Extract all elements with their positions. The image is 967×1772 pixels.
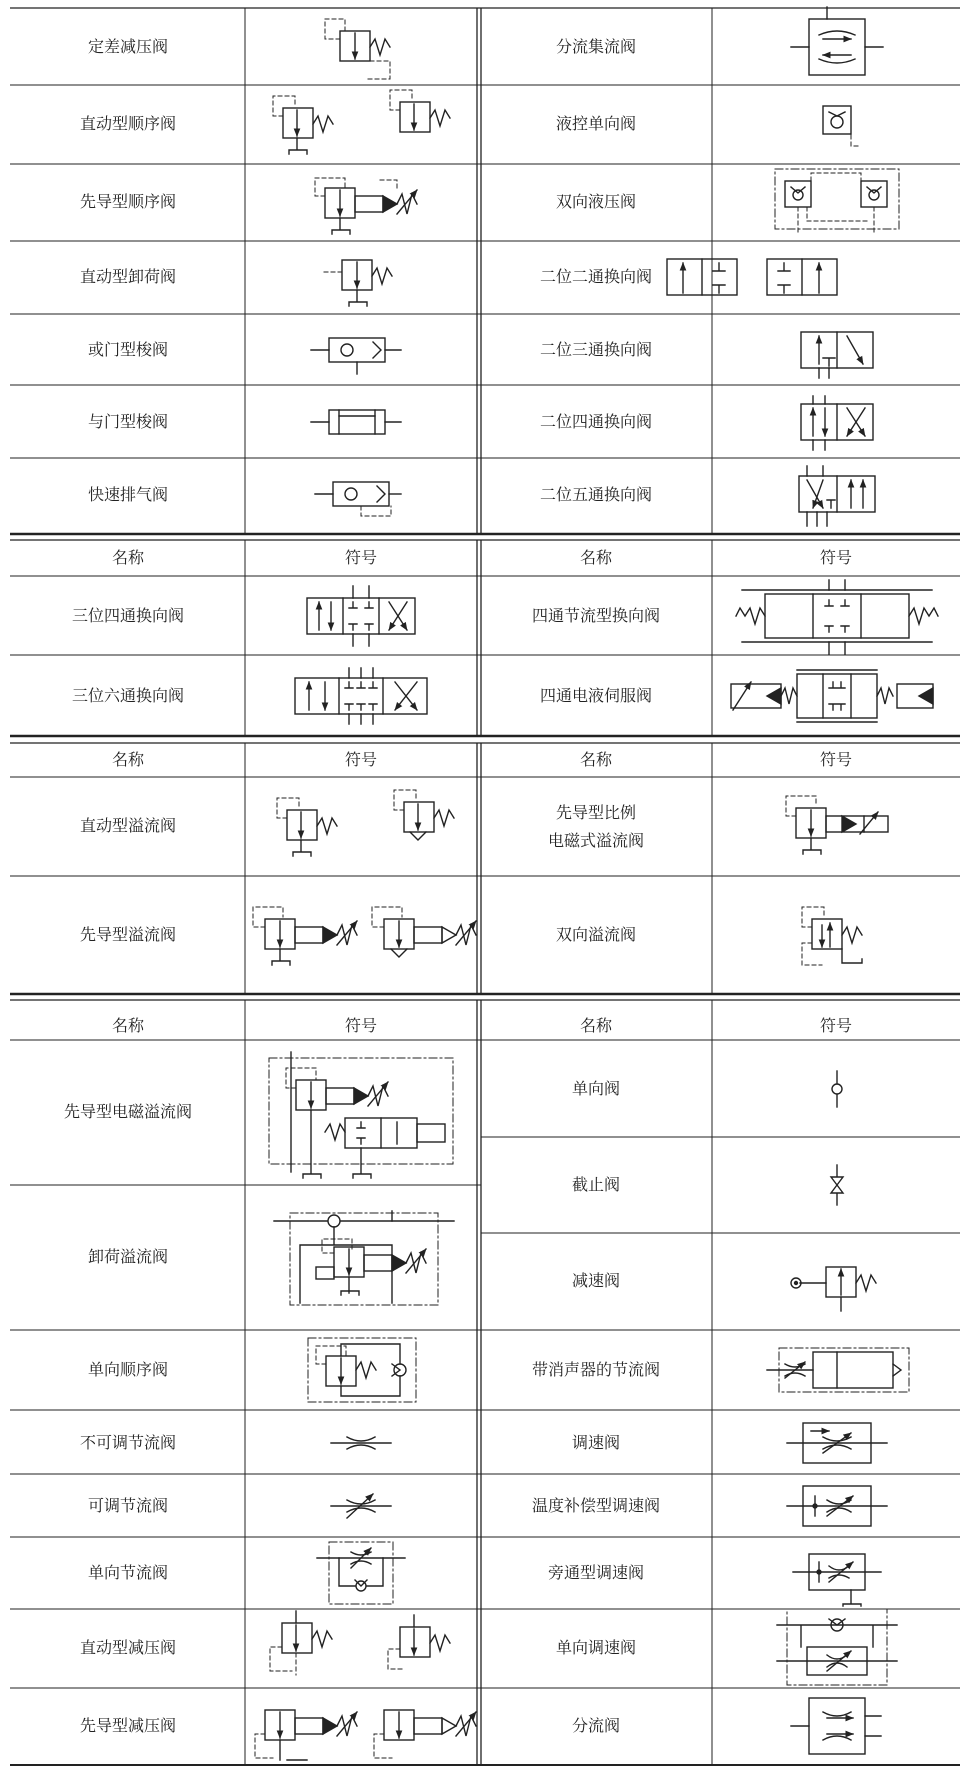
table4-right-name-7: 旁通型调速阀 — [547, 1563, 645, 1582]
table3-header-name-right: 名称 — [579, 750, 613, 769]
table1-left-name-7: 快速排气阀 — [87, 485, 169, 504]
table1-left-name-3: 先导型顺序阀 — [79, 192, 177, 211]
table4-left-name-1: 先导型电磁溢流阀 — [63, 1102, 193, 1121]
table4-header-name-left: 名称 — [111, 1016, 145, 1035]
table4-right-name-6: 温度补偿型调速阀 — [531, 1496, 661, 1515]
table4-left-name-7: 直动型减压阀 — [79, 1638, 177, 1657]
table4-right-name-2: 截止阀 — [571, 1175, 621, 1194]
table4-right-name-1: 单向阀 — [571, 1079, 621, 1098]
table1-right-name-1: 分流集流阀 — [555, 37, 637, 56]
table2-header-symbol-right: 符号 — [819, 548, 853, 567]
table1-left-name-4: 直动型卸荷阀 — [79, 267, 177, 286]
table4-right-name-3: 减速阀 — [571, 1271, 621, 1290]
table2-left-name-2: 三位六通换向阀 — [71, 686, 185, 705]
table1-right-name-7: 二位五通换向阀 — [539, 485, 653, 504]
table3-header-name-left: 名称 — [111, 750, 145, 769]
table4-right-name-4: 带消声器的节流阀 — [531, 1360, 661, 1379]
table2-header-name-right: 名称 — [579, 548, 613, 567]
table4-header-name-right: 名称 — [579, 1016, 613, 1035]
table4-right-name-9: 分流阀 — [571, 1716, 621, 1735]
table4-left-name-3: 单向顺序阀 — [87, 1360, 169, 1379]
table3-header-symbol-right: 符号 — [819, 750, 853, 769]
table2-right-name-2: 四通电液伺服阀 — [539, 686, 653, 705]
table4-left-name-6: 单向节流阀 — [87, 1563, 169, 1582]
table1-left-name-5: 或门型梭阀 — [87, 340, 169, 359]
table4-left-name-2: 卸荷溢流阀 — [87, 1247, 169, 1266]
table4-right-name-8: 单向调速阀 — [555, 1638, 637, 1657]
table1-left-name-6: 与门型梭阀 — [87, 412, 169, 431]
table1-right-name-5: 二位三通换向阀 — [539, 340, 653, 359]
table2-header-symbol-left: 符号 — [344, 548, 378, 567]
table1-left-name-1: 定差减压阀 — [87, 37, 169, 56]
table3-right-name-2: 双向溢流阀 — [555, 925, 637, 944]
table3-header-symbol-left: 符号 — [344, 750, 378, 769]
table2-right-name-1: 四通节流型换向阀 — [531, 606, 661, 625]
table4-left-name-8: 先导型减压阀 — [79, 1716, 177, 1735]
table4-header-symbol-right: 符号 — [819, 1016, 853, 1035]
table3-left-name-2: 先导型溢流阀 — [79, 925, 177, 944]
table4-left-name-5: 可调节流阀 — [87, 1496, 169, 1515]
table3-right-name-1-line2: 电磁式溢流阀 — [547, 831, 645, 850]
table4-right-name-5: 调速阀 — [571, 1433, 621, 1452]
table1-right-name-2: 液控单向阀 — [555, 114, 637, 133]
table2-left-name-1: 三位四通换向阀 — [71, 606, 185, 625]
table1-right-name-4: 二位二通换向阀 — [539, 267, 653, 286]
table1-right-name-3: 双向液压阀 — [555, 192, 637, 211]
table4-left-name-4: 不可调节流阀 — [79, 1433, 177, 1452]
table2-header-name-left: 名称 — [111, 548, 145, 567]
table3-right-name-1-line1: 先导型比例 — [555, 803, 637, 822]
table4-header-symbol-left: 符号 — [344, 1016, 378, 1035]
table1-left-name-2: 直动型顺序阀 — [79, 114, 177, 133]
table3-left-name-1: 直动型溢流阀 — [79, 816, 177, 835]
table1-right-name-6: 二位四通换向阀 — [539, 412, 653, 431]
